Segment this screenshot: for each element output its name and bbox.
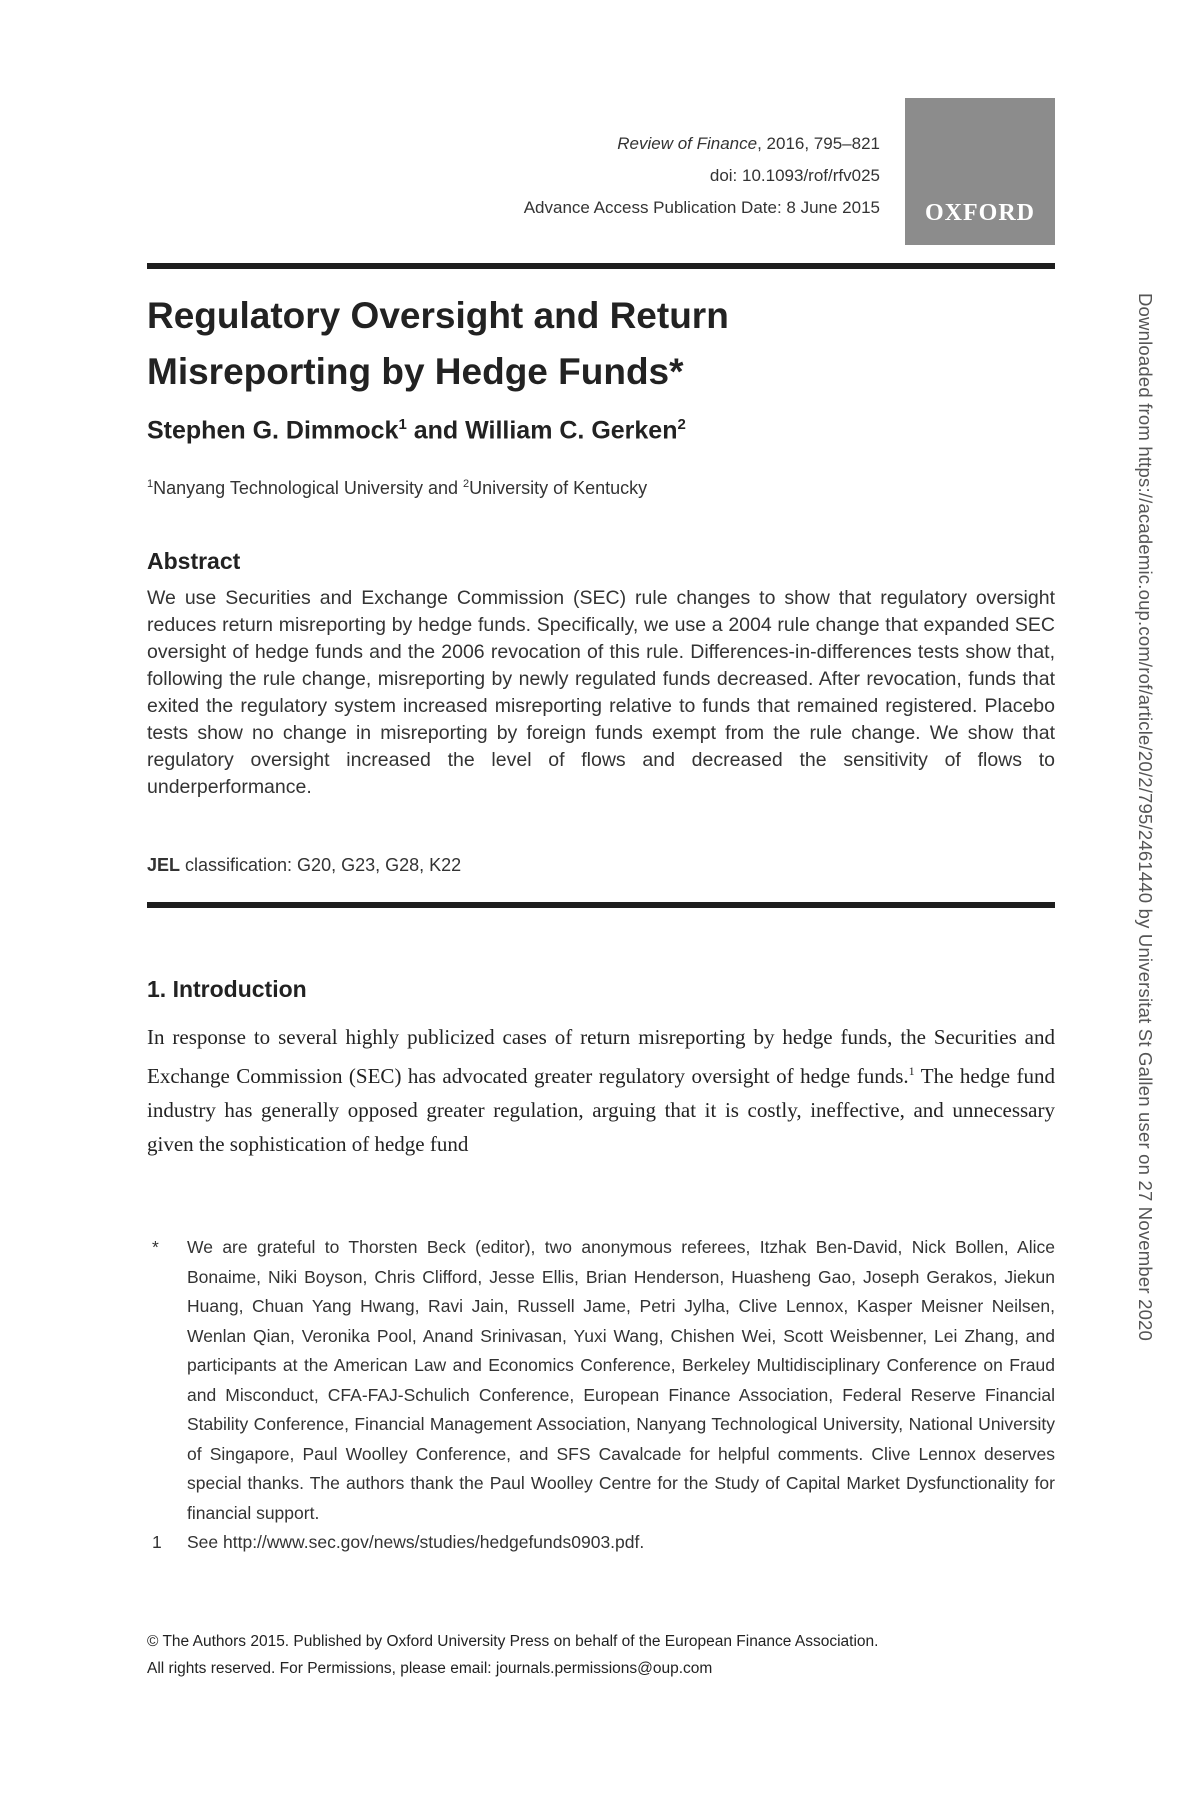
paragraph-text: The hedge fund industry has generally opposed greater regulation, arguing that it is costly, ineffective, and unnecessary given the sophistication of hedge fund [147,1064,1055,1156]
title-line-1: Regulatory Oversight and Return [147,295,729,336]
journal-citation [420,128,880,160]
download-watermark: Downloaded from https://academic.oup.com/rof/article/20/2/795/2461440 by Universitat St Gallen user on 27 November 2020 [1135,293,1156,1342]
author-name: William C. Gerken [465,416,678,445]
footnote-reference[interactable]: 1 [908,1064,915,1078]
oxford-logo [905,98,1055,245]
paragraph-text: In response to several highly publicized cases of return misreporting by hedge funds, the Securities and Exchange Commission (SEC) has advocated greater regulatory oversight of hedge funds. [147,1025,1055,1088]
jel-classification [147,855,461,876]
author-list [147,416,686,445]
footnote-mark: * [152,1237,159,1257]
publication-date: Advance Access Publication Date: 8 June 2015 [523,198,880,217]
affiliation-mark: 2 [462,478,470,490]
doi[interactable]: doi: 10.1093/rof/rfv025 [709,166,880,185]
affiliation-mark: 1 [147,478,154,490]
affiliations [147,478,647,499]
author-separator: and [406,416,466,445]
affiliation-mark: 2 [677,416,686,433]
footnotes [147,1233,1055,1558]
abstract-text: We use Securities and Exchange Commission (SEC) rule changes to show that regulatory oversight reduces return misreporting by hedge funds. Specifically, we use a 2004 rule change that expanded SEC oversight of hedge funds and the 2006 revocation of this rule. Differences-in-differences tests show that, following the rule change, misreporting by newly regulated funds decreased. After revocation, funds that exited the regulatory system increased misreporting relative to funds that remained registered. Placebo tests show no change in misreporting by foreign funds exempt from the rule change. We show that regulatory oversight increased the level of flows and decreased the sensitivity of flows to underperformance. [147,587,1055,798]
jel-codes: classification: G20, G23, G28, K22 [180,855,462,875]
footnote [147,1233,1055,1528]
journal-header [420,128,880,224]
abstract-divider [147,902,1055,908]
section-heading: 1. Introduction [147,976,307,1002]
footnote-link[interactable]: See http://www.sec.gov/news/studies/hedgefunds0903.pdf. [187,1532,645,1552]
copyright-notice [147,1628,878,1682]
oxford-logo-text: OXFORD [925,200,1035,226]
jel-label: JEL [147,855,181,875]
abstract-heading: Abstract [147,548,241,574]
affiliation-text: Nanyang Technological University and [153,478,463,498]
copyright-line: © The Authors 2015. Published by Oxford University Press on behalf of the European Finance Association. [147,1633,879,1650]
journal-details: , 2016, 795–821 [757,134,880,153]
top-divider [147,263,1055,269]
permissions-line: All rights reserved. For Permissions, please email: journals.permissions@oup.com [147,1660,713,1677]
affiliation-mark: 1 [398,416,407,433]
footnote [147,1528,1055,1558]
title-line-2: Misreporting by Hedge Funds* [147,351,684,392]
footnote-mark: 1 [152,1532,162,1552]
journal-name: Review of Finance [617,134,758,153]
footnote-text: We are grateful to Thorsten Beck (editor), two anonymous referees, Itzhak Ben-David, Nick Bollen, Alice Bonaime, Niki Boyson, Chris Clifford, Jesse Ellis, Brian Henderson, Huasheng Gao, Joseph Gerakos, Jiekun Huang, Chuan Yang Hwang, Ravi Jain, Russell Jame, Petri Jylha, Clive Lennox, Kasper Meisner Neilsen, Wenlan Qian, Veronika Pool, Anand Srinivasan, Yuxi Wang, Chishen Wei, Scott Weisbenner, Lei Zhang, and participants at the American Law and Economics Conference, Berkeley Multidisciplinary Conference on Fraud and Misconduct, CFA-FAJ-Schulich Conference, European Finance Association, Federal Reserve Financial Stability Conference, Financial Management Association, Nanyang Technological University, National University of Singapore, Paul Woolley Conference, and SFS Cavalcade for helpful comments. Clive Lennox deserves special thanks. The authors thank the Paul Woolley Centre for the Study of Capital Market Dysfunctionality for financial support. [187,1237,1055,1523]
author-name: Stephen G. Dimmock [147,416,399,445]
affiliation-text: University of Kentucky [469,478,648,498]
body-paragraph [147,1020,1055,1161]
article-title [147,288,997,400]
